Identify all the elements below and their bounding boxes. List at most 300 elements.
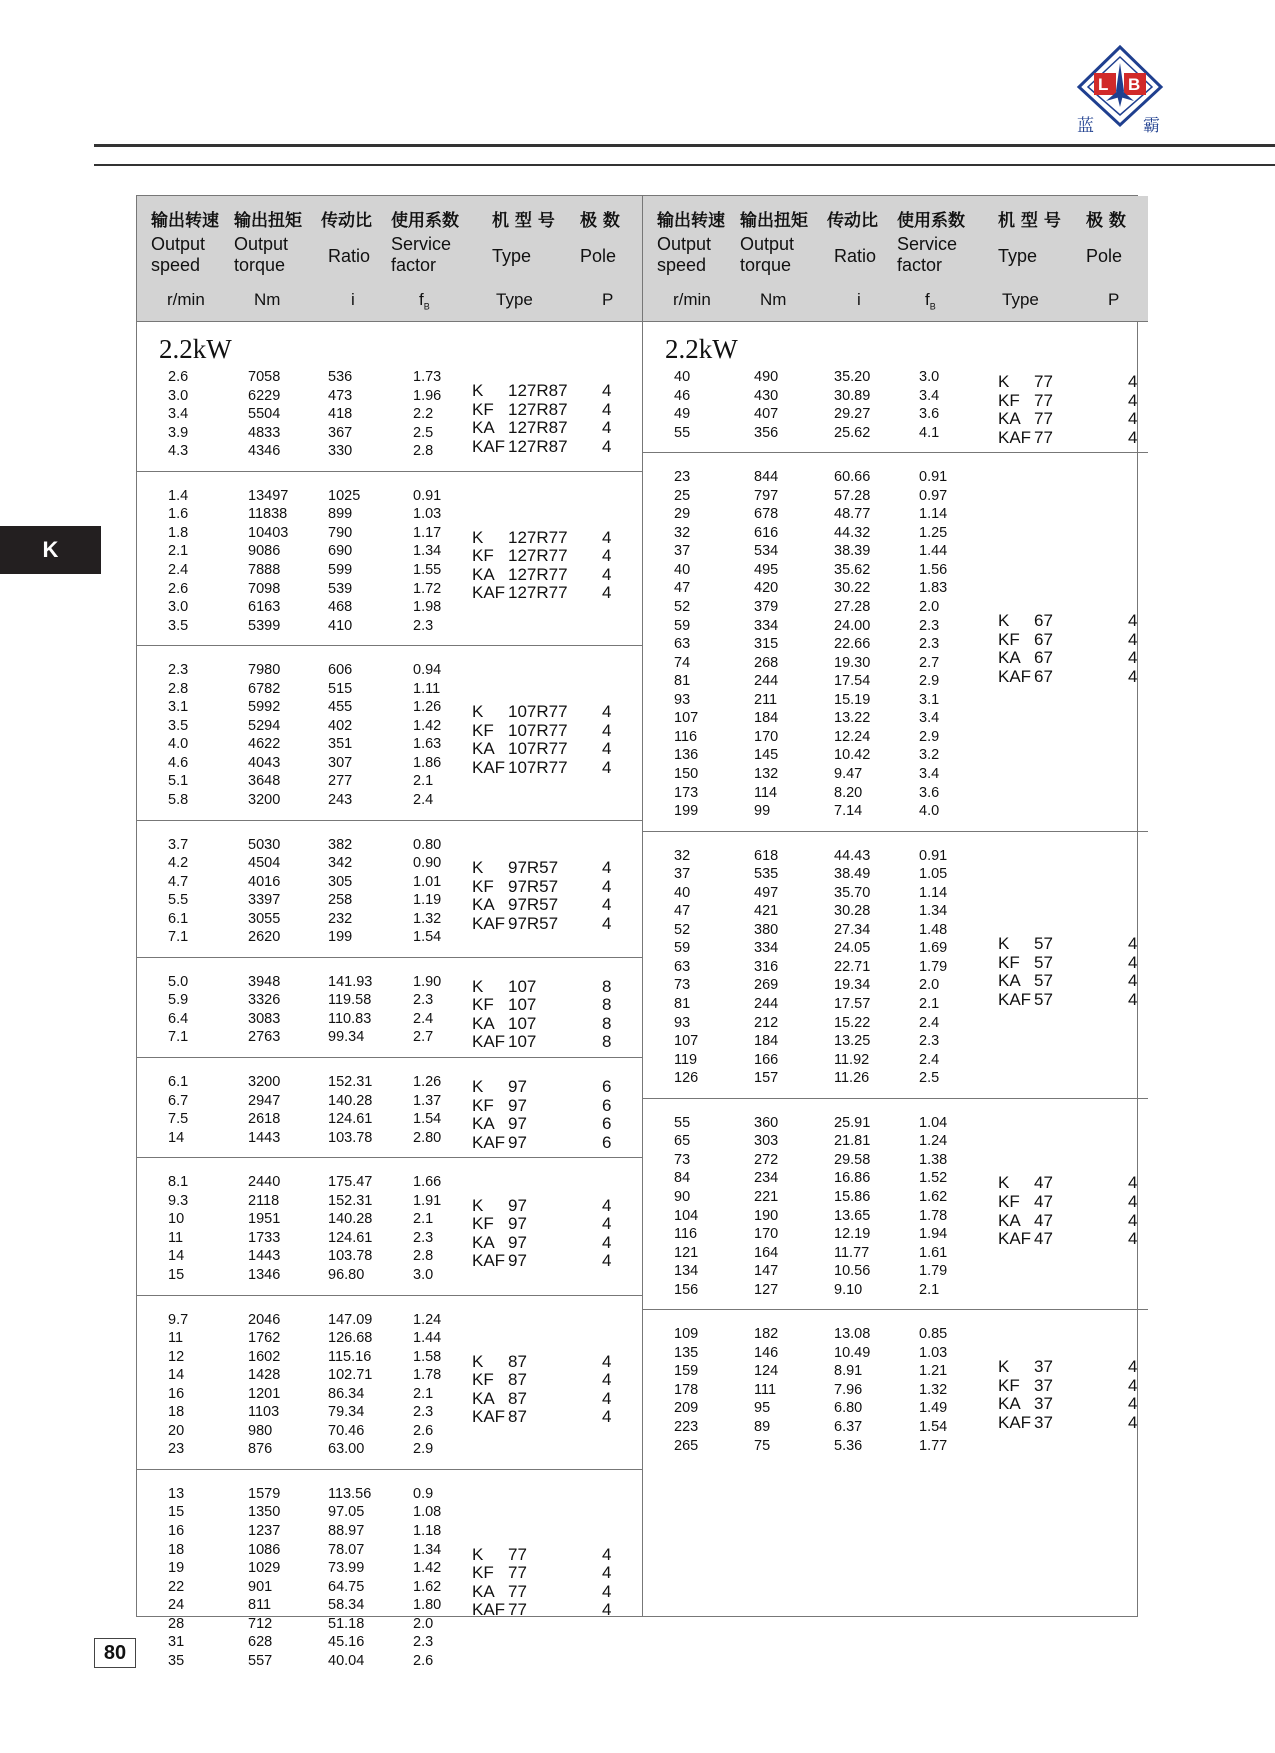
table-row: [643, 1344, 948, 1363]
header-en: [328, 246, 370, 267]
ratio-cell: 606: [328, 662, 353, 679]
type-model: 77: [1034, 372, 1053, 391]
output-speed-cell: 52: [674, 599, 691, 616]
table-row: [643, 921, 948, 940]
header-en-line: Type: [492, 246, 532, 266]
output-torque-cell: 157: [754, 1070, 779, 1087]
output-speed-cell: 29: [674, 506, 691, 523]
table-row: [137, 1029, 437, 1047]
type-row: [472, 1214, 622, 1232]
type-prefix: KF: [472, 876, 494, 896]
output-speed-cell: 23: [674, 469, 691, 486]
output-speed-cell: 13: [168, 1485, 185, 1502]
output-speed-cell: 23: [168, 1441, 185, 1458]
ratio-cell: 5.36: [834, 1437, 863, 1454]
header-en-line: Service: [897, 234, 958, 254]
type-row: [472, 858, 622, 876]
service-factor-cell: 1.83: [919, 580, 948, 597]
service-factor-cell: 1.54: [919, 1419, 948, 1436]
output-torque-cell: 147: [754, 1263, 779, 1280]
output-torque-cell: 3083: [248, 1010, 281, 1027]
service-factor-cell: 2.4: [413, 1010, 434, 1027]
ratio-cell: 63.00: [328, 1441, 365, 1458]
pole-count: 8: [602, 1013, 612, 1033]
output-torque-cell: 132: [754, 765, 779, 782]
table-row: [643, 1170, 948, 1188]
table-row: [137, 792, 437, 810]
service-factor-cell: 1.04: [919, 1114, 948, 1131]
output-speed-cell: 104: [674, 1207, 699, 1224]
pole-count: 6: [602, 1095, 612, 1115]
service-factor-cell: 1.56: [919, 561, 948, 578]
output-torque-cell: 901: [248, 1578, 273, 1595]
ratio-cell: 382: [328, 836, 353, 853]
table-row: [643, 747, 943, 765]
service-factor-cell: 2.1: [919, 1281, 940, 1298]
output-speed-cell: 59: [674, 617, 691, 634]
output-torque-cell: 628: [248, 1634, 273, 1651]
output-torque-cell: 535: [754, 866, 779, 883]
service-factor-cell: 1.48: [919, 921, 948, 938]
header-en: [657, 234, 711, 276]
service-factor-cell: 1.14: [919, 506, 948, 523]
output-speed-cell: 265: [674, 1437, 699, 1454]
ratio-cell: 64.75: [328, 1578, 365, 1595]
output-speed-cell: 4.0: [168, 736, 189, 753]
type-row: [472, 1133, 622, 1151]
header-en-line: Output: [740, 234, 795, 254]
pole-count: 4: [1128, 1191, 1138, 1211]
table-row: [137, 680, 441, 699]
service-factor-cell: 1.21: [919, 1363, 948, 1380]
header-unit-text: f: [925, 290, 930, 309]
header-unit: [760, 290, 786, 310]
service-factor-cell: 0.97: [919, 487, 948, 504]
output-torque-cell: 11838: [248, 506, 288, 523]
output-torque-cell: 557: [248, 1652, 273, 1669]
output-torque-cell: 2620: [248, 929, 281, 946]
type-row: [998, 953, 1148, 971]
output-torque-cell: 3948: [248, 973, 281, 990]
ratio-cell: 690: [328, 543, 353, 560]
type-model: 37: [1034, 1394, 1053, 1414]
header-unit: [602, 290, 613, 310]
type-prefix: K: [998, 372, 1010, 391]
output-torque-cell: 1029: [248, 1560, 281, 1577]
type-model: 37: [1034, 1412, 1053, 1432]
header-en: [234, 234, 288, 276]
service-factor-cell: 1.52: [919, 1170, 948, 1187]
service-factor-cell: 2.0: [919, 599, 940, 616]
type-prefix: K: [998, 1173, 1010, 1193]
table-row: [137, 1560, 442, 1578]
type-prefix: KA: [472, 1388, 495, 1408]
type-prefix: KA: [472, 418, 495, 438]
ratio-cell: 473: [328, 387, 353, 404]
table-row: [643, 673, 943, 691]
header-rule-bottom: [94, 164, 1275, 166]
service-factor-cell: 2.3: [413, 1634, 434, 1651]
type-row: [472, 914, 622, 932]
table-row: [137, 506, 442, 524]
table-row: [137, 1541, 442, 1560]
ratio-cell: 6.80: [834, 1400, 863, 1417]
service-factor-cell: 2.3: [413, 617, 434, 634]
header-en: [897, 234, 957, 276]
section-tab-k: K: [0, 526, 101, 574]
table-row: [643, 903, 948, 921]
table-row: [137, 773, 437, 791]
pole-count: 4: [602, 1251, 612, 1271]
header-en-line: factor: [391, 255, 437, 275]
ratio-cell: 12.19: [834, 1226, 871, 1243]
service-factor-cell: 2.5: [919, 1070, 940, 1087]
ratio-cell: 305: [328, 873, 353, 890]
pole-count: 4: [1128, 1412, 1138, 1432]
service-factor-cell: 1.49: [919, 1400, 948, 1417]
output-torque-cell: 4043: [248, 754, 281, 771]
service-factor-cell: 3.0: [919, 369, 940, 385]
output-speed-cell: 63: [674, 958, 691, 975]
table-row: [643, 1188, 948, 1207]
type-model: 127R87: [508, 381, 568, 401]
ratio-cell: 13.22: [834, 710, 871, 727]
type-row: [472, 995, 622, 1013]
type-model: 57: [1034, 971, 1053, 991]
service-factor-cell: 1.73: [413, 369, 442, 385]
ratio-cell: 515: [328, 680, 353, 697]
pole-count: 8: [602, 995, 612, 1015]
table-row: [137, 699, 442, 717]
ratio-cell: 44.43: [834, 847, 871, 864]
table-row: [137, 1386, 437, 1404]
output-torque-cell: 1951: [248, 1211, 281, 1228]
type-row: [472, 437, 622, 455]
table-row: [643, 996, 943, 1014]
output-speed-cell: 136: [674, 747, 699, 764]
ratio-cell: 199: [328, 929, 353, 946]
service-factor-cell: 1.62: [919, 1188, 948, 1205]
type-row: [472, 1077, 622, 1095]
type-model: 127R77: [508, 527, 568, 547]
type-prefix: KAF: [998, 1229, 1032, 1249]
ratio-cell: 30.28: [834, 903, 871, 920]
header-unit-sub: B: [929, 301, 936, 312]
type-prefix: KAF: [472, 1251, 506, 1271]
table-row: [643, 618, 943, 636]
type-model: 77: [508, 1581, 527, 1601]
output-torque-cell: 430: [754, 387, 779, 404]
type-model: 97R57: [508, 895, 559, 915]
type-prefix: KF: [472, 1563, 494, 1583]
output-speed-cell: 3.4: [168, 406, 189, 423]
type-prefix: K: [998, 934, 1010, 954]
ratio-cell: 27.34: [834, 921, 871, 938]
type-row: [998, 611, 1148, 629]
output-torque-cell: 420: [754, 580, 779, 597]
output-torque-cell: 99: [754, 803, 771, 820]
table-row: [137, 1174, 442, 1192]
output-torque-cell: 190: [754, 1207, 779, 1224]
pole-count: 4: [602, 702, 612, 722]
table-row: [137, 443, 437, 461]
output-torque-cell: 212: [754, 1014, 779, 1031]
table-row: [137, 1653, 437, 1671]
output-torque-cell: 1346: [248, 1267, 281, 1283]
service-factor-cell: 0.80: [413, 836, 442, 853]
service-factor-cell: 1.54: [413, 1111, 442, 1128]
output-speed-cell: 18: [168, 1404, 185, 1421]
header-en-line: Type: [998, 246, 1038, 266]
lb-logo-icon: [1073, 43, 1167, 133]
output-speed-cell: 4.2: [168, 855, 189, 872]
ratio-cell: 126.68: [328, 1330, 373, 1347]
ratio-cell: 13.08: [834, 1326, 871, 1343]
type-row: [472, 1352, 622, 1370]
type-prefix: K: [472, 1195, 484, 1215]
output-speed-cell: 81: [674, 673, 691, 690]
output-speed-cell: 119: [674, 1051, 698, 1068]
ratio-cell: 113.56: [328, 1485, 372, 1502]
table-row: [137, 1111, 442, 1129]
output-torque-cell: 797: [754, 487, 779, 504]
output-speed-cell: 35: [168, 1652, 185, 1669]
service-factor-cell: 1.86: [413, 754, 442, 771]
type-row: [472, 1233, 622, 1251]
ratio-cell: 38.39: [834, 543, 871, 560]
output-speed-cell: 11: [168, 1330, 184, 1347]
header-en-line: Service: [391, 234, 452, 254]
output-torque-cell: 1733: [248, 1229, 281, 1246]
output-speed-cell: 107: [674, 1033, 699, 1050]
table-row: [643, 729, 943, 747]
output-speed-cell: 81: [674, 996, 691, 1013]
output-torque-cell: 356: [754, 424, 779, 441]
output-speed-cell: 47: [674, 903, 691, 920]
table-row: [137, 1578, 442, 1597]
type-row: [998, 990, 1148, 1008]
service-factor-cell: 1.01: [413, 873, 442, 890]
output-torque-cell: 13497: [248, 487, 289, 504]
service-factor-cell: 1.80: [413, 1597, 442, 1614]
type-prefix: KF: [998, 390, 1020, 410]
service-factor-cell: 1.24: [413, 1311, 442, 1328]
table-row: [137, 973, 442, 992]
ratio-cell: 15.86: [834, 1188, 871, 1205]
header-en-line: factor: [897, 255, 943, 275]
type-prefix: KA: [998, 648, 1021, 668]
table-row: [643, 369, 943, 387]
type-row: [472, 1096, 622, 1114]
ratio-cell: 10.49: [834, 1344, 871, 1361]
output-speed-cell: 6.4: [168, 1010, 189, 1027]
page-number: 80: [94, 1638, 136, 1668]
type-prefix: KAF: [998, 1412, 1032, 1432]
output-speed-cell: 199: [674, 803, 699, 820]
pole-count: 4: [1128, 934, 1138, 954]
table-row: [643, 388, 943, 406]
selection-table: [136, 195, 1138, 1669]
type-prefix: KA: [472, 1013, 495, 1033]
ratio-cell: 30.22: [834, 580, 871, 597]
output-speed-cell: 16: [168, 1385, 185, 1402]
table-row: [137, 1367, 442, 1385]
type-model: 47: [1034, 1173, 1053, 1193]
ratio-cell: 16.86: [834, 1170, 871, 1187]
table-row: [137, 369, 442, 387]
output-torque-cell: 2046: [248, 1311, 281, 1328]
table-row: [643, 1052, 943, 1070]
type-prefix: KAF: [472, 436, 506, 456]
output-speed-cell: 90: [674, 1188, 691, 1205]
header-en-line: Pole: [1086, 246, 1123, 266]
header-rule-top: [94, 144, 1275, 147]
row-group: [137, 472, 642, 646]
row-group: [137, 321, 642, 472]
output-torque-cell: 2618: [248, 1111, 281, 1128]
table-row: [137, 1129, 442, 1148]
pole-count: 4: [602, 1407, 612, 1427]
output-torque-cell: 1201: [248, 1385, 281, 1402]
type-prefix: KAF: [998, 989, 1032, 1009]
ratio-cell: 70.46: [328, 1422, 365, 1439]
type-prefix: K: [998, 1357, 1010, 1377]
service-factor-cell: 1.18: [413, 1523, 442, 1540]
output-speed-cell: 32: [674, 524, 691, 541]
type-row: [998, 1211, 1148, 1229]
ratio-cell: 351: [328, 736, 353, 753]
type-model: 127R77: [508, 564, 568, 584]
type-row: [472, 1114, 622, 1132]
service-factor-cell: 2.3: [413, 992, 434, 1009]
header-unit-text: r/min: [167, 290, 205, 309]
header-unit: [419, 290, 430, 311]
ratio-cell: 99.34: [328, 1029, 365, 1046]
pole-count: 4: [602, 895, 612, 915]
type-prefix: K: [472, 381, 484, 401]
table-row: [137, 1441, 437, 1459]
type-prefix: K: [472, 976, 484, 996]
ratio-cell: 88.97: [328, 1523, 365, 1540]
type-model: 77: [508, 1563, 527, 1583]
ratio-cell: 13.65: [834, 1207, 871, 1224]
table-row: [643, 1400, 948, 1418]
header-zh: 传动比: [827, 211, 878, 231]
service-factor-cell: 3.4: [919, 387, 940, 404]
output-torque-cell: 146: [754, 1344, 779, 1361]
output-speed-cell: 2.3: [168, 662, 189, 679]
table-row: [137, 1311, 442, 1330]
pole-count: 4: [1128, 427, 1138, 447]
type-prefix: KF: [472, 1214, 494, 1234]
output-speed-cell: 93: [674, 1014, 691, 1031]
service-factor-cell: 2.1: [413, 773, 434, 790]
type-prefix: KA: [998, 971, 1021, 991]
ratio-cell: 78.07: [328, 1541, 365, 1558]
output-torque-cell: 495: [754, 561, 779, 578]
table-row: [137, 1348, 442, 1367]
type-model: 87: [508, 1370, 527, 1390]
pole-count: 4: [602, 564, 612, 584]
type-row: [998, 934, 1148, 952]
output-torque-cell: 380: [754, 921, 779, 938]
service-factor-cell: 2.3: [413, 1229, 434, 1246]
output-speed-cell: 156: [674, 1281, 699, 1298]
ratio-cell: 58.34: [328, 1597, 365, 1614]
output-speed-cell: 28: [168, 1615, 185, 1632]
pole-count: 4: [1128, 1229, 1138, 1249]
service-factor-cell: 2.4: [413, 791, 434, 808]
svg-text:蓝: 蓝: [1077, 116, 1094, 133]
header-zh: 输出扭矩: [740, 211, 808, 231]
table-row: [137, 487, 442, 506]
service-factor-cell: 1.05: [919, 866, 948, 883]
ratio-cell: 599: [328, 561, 353, 578]
type-model: 97: [508, 1214, 527, 1234]
service-factor-cell: 2.9: [919, 728, 940, 745]
type-prefix: KF: [998, 1375, 1020, 1395]
table-row: [643, 958, 948, 977]
pole-count: 4: [602, 739, 612, 759]
type-row: [472, 381, 622, 399]
output-torque-cell: 1103: [248, 1404, 280, 1421]
type-prefix: KAF: [472, 1032, 506, 1052]
header-unit-text: Nm: [254, 290, 281, 309]
pole-count: 4: [602, 757, 612, 777]
output-speed-cell: 46: [674, 387, 691, 404]
type-model: 87: [508, 1388, 527, 1408]
table-row: [643, 1326, 948, 1344]
type-prefix: KF: [472, 546, 494, 566]
service-factor-cell: 2.80: [413, 1129, 442, 1146]
output-torque-cell: 184: [754, 710, 779, 727]
output-torque-cell: 811: [248, 1597, 272, 1614]
output-torque-cell: 534: [754, 543, 779, 560]
header-en: [391, 234, 451, 276]
type-prefix: KF: [472, 1095, 494, 1115]
ratio-cell: 6.37: [834, 1419, 863, 1436]
ratio-cell: 48.77: [834, 506, 871, 523]
table-row: [643, 866, 948, 884]
service-factor-cell: 2.3: [413, 1404, 434, 1421]
table-row: [643, 636, 943, 654]
output-speed-cell: 37: [674, 866, 691, 883]
header-unit: [673, 290, 711, 310]
pole-count: 4: [602, 1195, 612, 1215]
type-row: [998, 648, 1148, 666]
pole-count: 4: [602, 546, 612, 566]
output-torque-cell: 170: [754, 1226, 779, 1243]
row-group: [137, 1470, 642, 1682]
pole-count: 4: [602, 418, 612, 438]
service-factor-cell: 1.90: [413, 973, 442, 990]
output-speed-cell: 15: [168, 1504, 185, 1521]
service-factor-cell: 2.0: [919, 977, 940, 994]
row-group: [643, 321, 1148, 453]
output-speed-cell: 10: [168, 1211, 185, 1228]
type-prefix: K: [472, 1544, 484, 1564]
logo-letters: L: [1098, 75, 1109, 94]
ratio-cell: 152.31: [328, 1074, 373, 1091]
pole-count: 4: [602, 1388, 612, 1408]
ratio-cell: 232: [328, 910, 353, 927]
table-row: [643, 803, 943, 821]
type-prefix: KF: [472, 720, 494, 740]
output-torque-cell: 5992: [248, 699, 281, 716]
table-row: [137, 561, 442, 580]
row-group: [137, 821, 642, 958]
service-factor-cell: 2.4: [919, 1051, 940, 1068]
